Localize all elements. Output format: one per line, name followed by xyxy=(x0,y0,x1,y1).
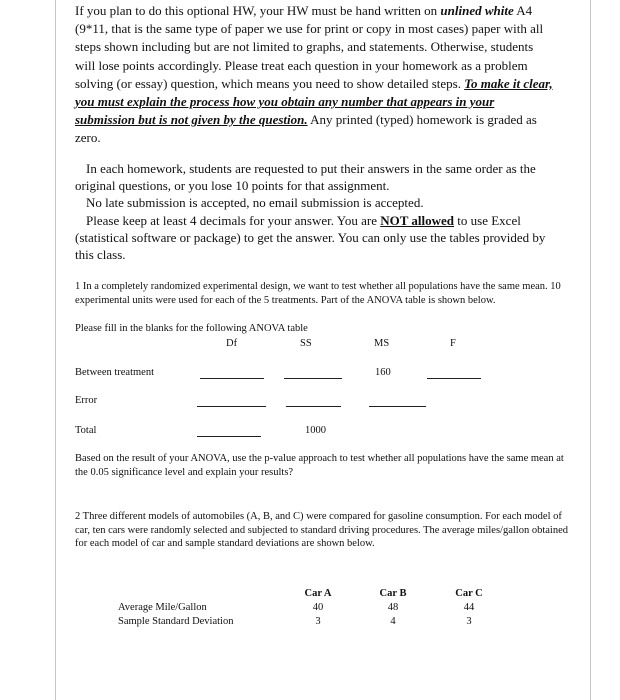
rule-not-allowed: NOT allowed xyxy=(380,212,455,228)
instr-explain-process: To make it clear, you must explain the process how you obtain any number that appears in your submission but is not given by the question. xyxy=(75,75,553,128)
car-b-mean: 48 xyxy=(387,602,399,613)
instr-text-2: A4 (9*11, that is the same type of paper we use for print or copy in most cases) paper with all steps shown including but are not limited to graphs, and statements. Otherwise, students will lose points accordingly. Please treat each question in your homework as a problem solving (or essay) question, which means you need to show detailed steps. xyxy=(75,3,544,91)
anova-header-df: Df xyxy=(226,338,238,349)
rule-late: No late submission is accepted, no email submission is accepted. xyxy=(86,195,424,211)
sd-row-label: Sample Standard Deviation xyxy=(118,616,234,627)
blank-f xyxy=(427,378,481,379)
rule-decimals xyxy=(75,212,553,264)
rules-paragraph xyxy=(75,160,553,263)
blank-ss-error xyxy=(286,406,341,407)
car-a-mean: 40 xyxy=(312,602,324,613)
question-2-text: 2 Three different models of automobiles (A, B, and C) were compared for gasoline consumption. For each model of car, ten cars were randomly selected and subjected to standard driving procedures. The average miles/gallon obtained for each model of car and sample standard deviations are shown below. xyxy=(75,511,568,549)
instr-unlined-white: unlined white xyxy=(440,3,514,18)
mean-row-label: Average Mile/Gallon xyxy=(118,602,207,613)
rule-decimals-text: Please keep at least 4 decimals for your answer. You are xyxy=(86,212,381,228)
anova-row-error-label: Error xyxy=(75,395,98,406)
car-b-header: Car B xyxy=(379,588,407,599)
ss-total-value: 1000 xyxy=(305,425,326,436)
question-1-followup: Based on the result of your ANOVA, use the p-value approach to test whether all populations have the same mean at the 0.05 significance level and explain your results? xyxy=(75,453,564,478)
rule-order: In each homework, students are requested to put their answers in the same order as the original questions, or you lose 10 points for that assignment. xyxy=(75,161,536,194)
car-a-header: Car A xyxy=(304,588,332,599)
car-c-header: Car C xyxy=(455,588,483,599)
anova-row-total-label: Total xyxy=(75,425,97,436)
anova-header-ms: MS xyxy=(374,338,390,349)
anova-header-f: F xyxy=(450,338,456,349)
car-a-sd: 3 xyxy=(315,616,321,627)
anova-row-between-label: Between treatment xyxy=(75,367,155,378)
question-1-text: 1 In a completely randomized experimental design, we want to test whether all populations have the same mean. 10 experimental units were used for each of the 5 treatments. Part of the ANOVA table is shown below. xyxy=(75,281,561,306)
anova-header-ss: SS xyxy=(300,338,312,349)
car-b-sd: 4 xyxy=(390,616,396,627)
rule-decimals-text-2: to use Excel (statistical software or package) to get the answer. You can only use the tables provided by this class. xyxy=(75,212,546,263)
blank-df-total xyxy=(197,436,261,437)
blank-ms-error xyxy=(369,406,426,407)
ms-between-value: 160 xyxy=(375,367,391,378)
blank-df-between xyxy=(200,378,264,379)
instr-text-3: Any printed (typed) homework is graded as zero. xyxy=(75,112,537,146)
car-c-sd: 3 xyxy=(466,616,472,627)
question-1-fill-instruction: Please fill in the blanks for the following ANOVA table xyxy=(75,323,308,334)
instructions-paragraph xyxy=(75,2,553,148)
instr-text-1: If you plan to do this optional HW, your HW must be hand written on xyxy=(75,3,441,18)
car-c-mean: 44 xyxy=(463,602,475,613)
blank-df-error xyxy=(197,406,266,407)
blank-ss-between xyxy=(284,378,342,379)
